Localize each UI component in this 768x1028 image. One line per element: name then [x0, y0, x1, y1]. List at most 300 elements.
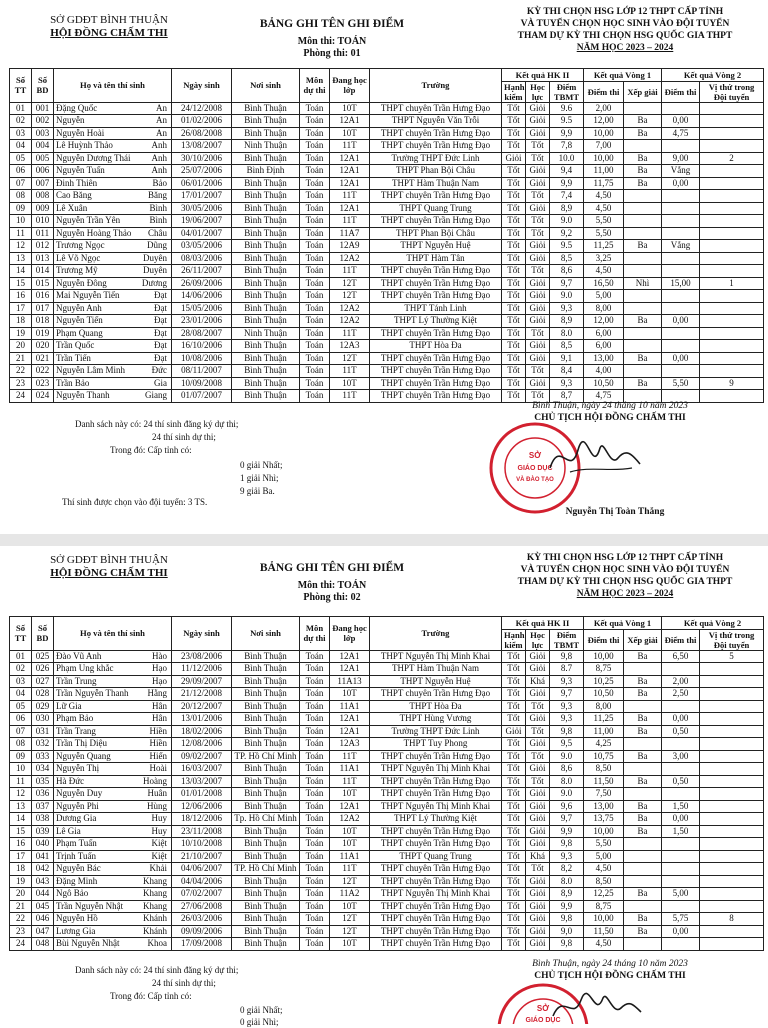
- table-cell: 12A2: [330, 813, 370, 826]
- table-cell: 10,00: [584, 127, 624, 140]
- table-cell: [662, 202, 700, 215]
- exam-title-line: VÀ TUYỂN CHỌN HỌC SINH VÀO ĐỘI TUYỂN: [520, 19, 730, 29]
- table-cell: 8,75: [584, 900, 624, 913]
- document-title-block: [232, 562, 432, 604]
- table-cell: [700, 838, 764, 851]
- table-cell: 19/06/2007: [172, 215, 232, 228]
- table-cell: 29/09/2007: [172, 675, 232, 688]
- table-cell: Toán: [300, 340, 330, 353]
- table-cell: 13/03/2007: [172, 775, 232, 788]
- table-cell: Toán: [300, 663, 330, 676]
- family-middle-name: Mai Nguyễn Tiến: [56, 290, 120, 300]
- given-name: Dũng: [147, 240, 167, 250]
- signer-name: Nguyễn Thị Toàn Thắng: [565, 507, 665, 517]
- table-cell: 08/11/2007: [172, 365, 232, 378]
- table-cell: Tốt: [526, 227, 550, 240]
- table-cell: Ba: [624, 825, 662, 838]
- column-header: Trường: [370, 617, 502, 651]
- column-header: Điểm TBMT: [550, 81, 584, 102]
- table-cell: 15,00: [662, 277, 700, 290]
- table-cell: 06/01/2006: [172, 177, 232, 190]
- council-name: HỘI ĐỒNG CHẤM THI: [50, 27, 168, 39]
- student-name-cell: [54, 227, 172, 240]
- table-cell: 16: [10, 290, 32, 303]
- table-cell: Vắng: [662, 240, 700, 253]
- table-cell: 10T: [330, 788, 370, 801]
- table-cell: Giỏi: [526, 888, 550, 901]
- table-row: [10, 825, 764, 838]
- exam-title-line: THAM DỰ KỲ THI CHỌN HSG QUỐC GIA THPT: [517, 31, 733, 41]
- table-header: [10, 617, 764, 651]
- table-cell: [624, 340, 662, 353]
- table-cell: Ba: [624, 713, 662, 726]
- school-year: NĂM HỌC 2023 – 2024: [576, 589, 674, 599]
- student-name-cell: [54, 102, 172, 115]
- table-cell: 8,00: [584, 700, 624, 713]
- table-cell: 12T: [330, 875, 370, 888]
- given-name: Hạo: [152, 663, 167, 673]
- column-header: Học lực: [526, 81, 550, 102]
- table-row: [10, 713, 764, 726]
- table-cell: [700, 813, 764, 826]
- table-cell: Tốt: [502, 352, 526, 365]
- table-cell: 6,50: [662, 650, 700, 663]
- given-name: Khang: [143, 900, 167, 911]
- table-cell: 8.0: [550, 327, 584, 340]
- student-name-cell: [54, 340, 172, 353]
- student-name-cell: [54, 875, 172, 888]
- table-cell: 23: [10, 377, 32, 390]
- given-name: Đạt: [154, 315, 167, 325]
- exam-title-block: [490, 552, 760, 600]
- given-name: Bảo: [152, 177, 167, 188]
- family-middle-name: Nguyễn Thanh: [56, 390, 110, 400]
- given-name: Kiệt: [151, 850, 167, 861]
- table-cell: 17: [10, 850, 32, 863]
- table-row: [10, 788, 764, 801]
- table-cell: [700, 738, 764, 751]
- table-cell: Tốt: [502, 938, 526, 951]
- summary-registered: Danh sách này có: 24 thí sinh đăng ký dự thi;: [75, 419, 239, 429]
- table-cell: [700, 177, 764, 190]
- table-cell: [700, 365, 764, 378]
- column-header: Nơi sinh: [232, 617, 300, 651]
- table-cell: 11T: [330, 327, 370, 340]
- table-cell: 0,00: [662, 115, 700, 128]
- table-cell: [700, 327, 764, 340]
- table-cell: 001: [32, 102, 54, 115]
- table-cell: 10T: [330, 377, 370, 390]
- table-cell: 22: [10, 913, 32, 926]
- table-cell: 12A1: [330, 202, 370, 215]
- table-cell: [700, 825, 764, 838]
- table-row: [10, 252, 764, 265]
- table-cell: 9,7: [550, 813, 584, 826]
- family-middle-name: Nguyễn Bác: [56, 863, 101, 873]
- student-name-cell: [54, 165, 172, 178]
- student-name-cell: [54, 725, 172, 738]
- table-cell: Tốt: [526, 390, 550, 403]
- table-cell: 15: [10, 825, 32, 838]
- given-name: Hùng: [147, 800, 167, 811]
- table-cell: Toán: [300, 900, 330, 913]
- table-cell: Giỏi: [526, 938, 550, 951]
- table-cell: Toán: [300, 675, 330, 688]
- table-cell: [624, 290, 662, 303]
- column-header: Học lực: [526, 629, 550, 650]
- table-cell: [624, 938, 662, 951]
- table-cell: 4,25: [584, 738, 624, 751]
- table-cell: THPT chuyên Trần Hưng Đạo: [370, 265, 502, 278]
- student-name-cell: [54, 925, 172, 938]
- table-cell: Toán: [300, 800, 330, 813]
- table-cell: 7,4: [550, 190, 584, 203]
- student-name-cell: [54, 750, 172, 763]
- table-cell: THPT chuyên Trần Hưng Đạo: [370, 365, 502, 378]
- table-cell: THPT Hòa Đa: [370, 700, 502, 713]
- table-cell: 9.0: [550, 788, 584, 801]
- family-middle-name: Hà Đức: [56, 775, 85, 786]
- table-cell: 9.0: [550, 215, 584, 228]
- student-name-cell: [54, 202, 172, 215]
- table-cell: 5,00: [584, 850, 624, 863]
- table-cell: THPT Phan Bội Châu: [370, 227, 502, 240]
- table-cell: Toán: [300, 938, 330, 951]
- table-cell: Tốt: [502, 688, 526, 701]
- table-cell: 04: [10, 140, 32, 153]
- table-cell: 06: [10, 713, 32, 726]
- table-cell: Giỏi: [526, 165, 550, 178]
- family-middle-name: Phạm Tuấn: [56, 838, 97, 848]
- table-cell: [662, 102, 700, 115]
- family-middle-name: Nguyễn Phi: [56, 800, 99, 811]
- table-cell: Bình Thuận: [232, 177, 300, 190]
- column-header: Ngày sinh: [172, 69, 232, 103]
- exam-title-line: THAM DỰ KỲ THI CHỌN HSG QUỐC GIA THPT: [517, 577, 733, 587]
- table-cell: THPT chuyên Trần Hưng Đạo: [370, 875, 502, 888]
- student-name-cell: [54, 800, 172, 813]
- table-cell: 21: [10, 352, 32, 365]
- table-cell: 20: [10, 888, 32, 901]
- table-cell: Toán: [300, 365, 330, 378]
- given-name: Khải: [149, 863, 167, 873]
- table-cell: [700, 315, 764, 328]
- issuer-header: [14, 554, 204, 580]
- table-cell: [662, 290, 700, 303]
- table-cell: 022: [32, 365, 54, 378]
- table-cell: [700, 925, 764, 938]
- table-cell: Bình Thuận: [232, 290, 300, 303]
- table-cell: Ninh Thuận: [232, 140, 300, 153]
- table-cell: 0,00: [662, 315, 700, 328]
- table-cell: 025: [32, 650, 54, 663]
- family-middle-name: Trần Thị Diệu: [56, 738, 108, 748]
- table-cell: 006: [32, 165, 54, 178]
- table-cell: 9,8: [550, 650, 584, 663]
- table-cell: 9,2: [550, 227, 584, 240]
- family-middle-name: Bùi Nguyễn Nhật: [56, 938, 120, 948]
- table-cell: [662, 327, 700, 340]
- table-cell: 011: [32, 227, 54, 240]
- table-cell: 10T: [330, 838, 370, 851]
- table-cell: 021: [32, 352, 54, 365]
- table-cell: 19: [10, 327, 32, 340]
- table-cell: 11,50: [584, 925, 624, 938]
- department-name: SỞ GDĐT BÌNH THUẬN: [50, 14, 168, 26]
- table-cell: 03/05/2006: [172, 240, 232, 253]
- table-cell: 10,50: [584, 377, 624, 390]
- table-row: [10, 650, 764, 663]
- table-cell: 026: [32, 663, 54, 676]
- table-cell: Tốt: [502, 925, 526, 938]
- table-cell: Giỏi: [526, 302, 550, 315]
- table-cell: [700, 127, 764, 140]
- summary-second-prize: 1 giải Nhì;: [240, 473, 279, 483]
- table-cell: 0,50: [662, 775, 700, 788]
- table-row: [10, 913, 764, 926]
- signature-scribble: [540, 428, 650, 488]
- given-name: Đạt: [154, 290, 167, 300]
- table-cell: Toán: [300, 302, 330, 315]
- given-name: Hằng: [147, 688, 167, 698]
- table-cell: THPT Quang Trung: [370, 850, 502, 863]
- table-cell: 3,00: [662, 750, 700, 763]
- table-row: [10, 290, 764, 303]
- table-cell: Toán: [300, 165, 330, 178]
- column-header: Vị thứ trong Đội tuyển: [700, 629, 764, 650]
- table-cell: [624, 202, 662, 215]
- given-name: Đạt: [154, 302, 167, 313]
- table-cell: THPT Tuy Phong: [370, 738, 502, 751]
- family-middle-name: Nguyễn Hoàng Thảo: [56, 227, 132, 238]
- table-row: [10, 725, 764, 738]
- table-cell: Ba: [624, 177, 662, 190]
- table-row: [10, 688, 764, 701]
- summary-team-selected: Thí sinh được chọn vào đội tuyển: 3 TS.: [62, 497, 208, 507]
- table-cell: 014: [32, 265, 54, 278]
- table-row: [10, 763, 764, 776]
- table-cell: 09: [10, 750, 32, 763]
- table-cell: Bình Thuận: [232, 875, 300, 888]
- table-cell: 16/10/2006: [172, 340, 232, 353]
- table-cell: Bình Thuận: [232, 763, 300, 776]
- table-cell: [624, 215, 662, 228]
- given-name: Hoàng: [143, 775, 167, 786]
- table-cell: 009: [32, 202, 54, 215]
- table-cell: Toán: [300, 913, 330, 926]
- table-cell: 22: [10, 365, 32, 378]
- table-cell: [662, 788, 700, 801]
- table-cell: Nhì: [624, 277, 662, 290]
- given-name: Khang: [143, 888, 167, 898]
- table-cell: 0,00: [662, 177, 700, 190]
- table-cell: 11,00: [584, 165, 624, 178]
- table-cell: Tốt: [502, 102, 526, 115]
- table-cell: 9,7: [550, 688, 584, 701]
- student-name-cell: [54, 190, 172, 203]
- table-cell: [662, 938, 700, 951]
- table-cell: 11T: [330, 750, 370, 763]
- table-cell: [662, 190, 700, 203]
- table-cell: Giỏi: [526, 688, 550, 701]
- family-middle-name: Trần Nguyễn Nhật: [56, 900, 124, 911]
- table-cell: Tốt: [502, 115, 526, 128]
- table-cell: 01/02/2006: [172, 115, 232, 128]
- table-cell: 12,25: [584, 888, 624, 901]
- table-cell: 11T: [330, 190, 370, 203]
- table-cell: 9.0: [550, 290, 584, 303]
- table-cell: Bình Thuận: [232, 825, 300, 838]
- student-name-cell: [54, 763, 172, 776]
- table-cell: 07: [10, 725, 32, 738]
- column-header: Số BD: [32, 617, 54, 651]
- table-cell: Toán: [300, 813, 330, 826]
- table-cell: Toán: [300, 352, 330, 365]
- table-cell: Toán: [300, 202, 330, 215]
- table-cell: 12A2: [330, 302, 370, 315]
- table-cell: Toán: [300, 738, 330, 751]
- table-cell: Ba: [624, 725, 662, 738]
- family-middle-name: Trịnh Tuấn: [56, 850, 96, 861]
- table-cell: Toán: [300, 390, 330, 403]
- signer-title: CHỦ TỊCH HỘI ĐỒNG CHẤM THI: [534, 971, 686, 981]
- table-cell: Ba: [624, 315, 662, 328]
- table-cell: 9,3: [550, 700, 584, 713]
- student-name-cell: [54, 900, 172, 913]
- table-cell: Toán: [300, 227, 330, 240]
- table-cell: Toán: [300, 888, 330, 901]
- table-cell: 0,00: [662, 925, 700, 938]
- table-cell: Bình Thuận: [232, 713, 300, 726]
- table-cell: [700, 775, 764, 788]
- table-cell: Ba: [624, 750, 662, 763]
- table-cell: Ba: [624, 352, 662, 365]
- table-cell: 043: [32, 875, 54, 888]
- family-middle-name: Nguyễn Thị: [56, 763, 100, 773]
- table-cell: Tốt: [502, 252, 526, 265]
- table-row: [10, 938, 764, 951]
- family-middle-name: Đào Vũ Anh: [56, 650, 102, 661]
- given-name: Khánh: [143, 925, 167, 936]
- table-cell: Toán: [300, 838, 330, 851]
- table-cell: [700, 140, 764, 153]
- table-cell: 042: [32, 863, 54, 876]
- table-cell: Toán: [300, 252, 330, 265]
- table-cell: Tốt: [502, 813, 526, 826]
- table-cell: 005: [32, 152, 54, 165]
- table-cell: Tốt: [526, 775, 550, 788]
- table-row: [10, 775, 764, 788]
- table-cell: 18/12/2006: [172, 813, 232, 826]
- table-cell: 16: [10, 838, 32, 851]
- table-cell: 23/08/2006: [172, 650, 232, 663]
- table-cell: Bình Thuận: [232, 277, 300, 290]
- table-cell: [662, 763, 700, 776]
- given-name: Băng: [148, 190, 167, 200]
- table-cell: Bình Thuận: [232, 227, 300, 240]
- table-cell: THPT chuyên Trần Hưng Đạo: [370, 913, 502, 926]
- table-cell: THPT chuyên Trần Hưng Đạo: [370, 390, 502, 403]
- given-name: Khoa: [147, 938, 167, 948]
- table-cell: 09/02/2007: [172, 750, 232, 763]
- subject-label: Môn thi: TOÁN: [297, 36, 367, 47]
- table-cell: 9,3: [550, 302, 584, 315]
- given-name: Giang: [145, 390, 167, 400]
- family-middle-name: Nguyễn Lâm Minh: [56, 365, 125, 375]
- table-cell: [624, 102, 662, 115]
- table-cell: THPT chuyên Trần Hưng Đạo: [370, 750, 502, 763]
- table-cell: 18: [10, 863, 32, 876]
- table-cell: 09: [10, 202, 32, 215]
- given-name: Hoài: [149, 763, 167, 773]
- given-name: Hiển: [149, 750, 167, 761]
- table-cell: THPT Hàm Tân: [370, 252, 502, 265]
- table-cell: [624, 227, 662, 240]
- table-cell: THPT Nguyễn Văn Trỗi: [370, 115, 502, 128]
- table-cell: 16,50: [584, 277, 624, 290]
- table-cell: [662, 302, 700, 315]
- table-row: [10, 327, 764, 340]
- student-name-cell: [54, 327, 172, 340]
- table-cell: 23/01/2006: [172, 315, 232, 328]
- table-cell: Toán: [300, 775, 330, 788]
- table-cell: 11A2: [330, 888, 370, 901]
- student-name-cell: [54, 115, 172, 128]
- table-cell: 27/06/2008: [172, 900, 232, 913]
- table-cell: 9,4: [550, 165, 584, 178]
- table-cell: Tốt: [502, 177, 526, 190]
- family-middle-name: Phạm Ung khắc: [56, 663, 114, 673]
- table-cell: Toán: [300, 327, 330, 340]
- table-cell: THPT chuyên Trần Hưng Đạo: [370, 688, 502, 701]
- table-cell: 029: [32, 700, 54, 713]
- table-cell: Tốt: [502, 302, 526, 315]
- table-cell: 13/08/2007: [172, 140, 232, 153]
- department-name: SỞ GDĐT BÌNH THUẬN: [50, 554, 168, 566]
- column-header: Môn dự thi: [300, 69, 330, 103]
- table-cell: 0,00: [662, 352, 700, 365]
- table-cell: Tốt: [526, 750, 550, 763]
- table-cell: 6,00: [584, 327, 624, 340]
- table-cell: 10T: [330, 900, 370, 913]
- table-cell: 13: [10, 800, 32, 813]
- table-cell: Toán: [300, 688, 330, 701]
- table-cell: 015: [32, 277, 54, 290]
- given-name: Anh: [151, 152, 167, 163]
- table-cell: 12A9: [330, 240, 370, 253]
- table-cell: 11T: [330, 215, 370, 228]
- student-name-cell: [54, 788, 172, 801]
- table-cell: 24: [10, 938, 32, 951]
- table-cell: [662, 252, 700, 265]
- family-middle-name: Ngô Bảo: [56, 888, 89, 898]
- table-cell: 2,00: [584, 102, 624, 115]
- signature-scribble: [545, 986, 645, 1024]
- table-cell: Bình Thuận: [232, 738, 300, 751]
- table-cell: Vắng: [662, 165, 700, 178]
- table-cell: 020: [32, 340, 54, 353]
- table-cell: Tốt: [502, 675, 526, 688]
- table-cell: Tốt: [502, 140, 526, 153]
- student-name-cell: [54, 127, 172, 140]
- table-cell: 8.0: [550, 875, 584, 888]
- table-row: [10, 115, 764, 128]
- summary-attended: 24 thí sinh dự thi;: [152, 432, 216, 442]
- table-cell: 10,00: [584, 913, 624, 926]
- table-cell: 013: [32, 252, 54, 265]
- table-cell: [700, 788, 764, 801]
- table-cell: THPT Hàm Thuận Nam: [370, 177, 502, 190]
